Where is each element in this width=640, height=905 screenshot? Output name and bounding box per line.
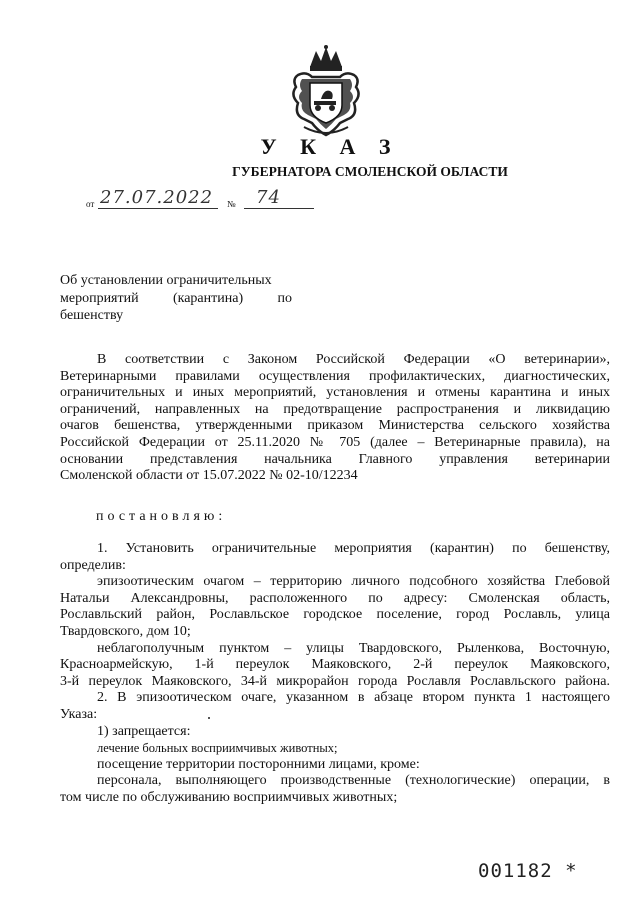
item-line: посещение территории посторонними лицами, кроме: bbox=[97, 756, 420, 772]
preamble-line: ограничительных и иных мероприятий, установления и отмены карантина и иных bbox=[60, 385, 610, 401]
decree-subject bbox=[60, 272, 292, 325]
item-line: Натальи Александровны, расположенного по адресу: Смоленская область, bbox=[60, 590, 610, 606]
preamble-line: В соответствии с Законом Российской Федерации «О ветеринарии», bbox=[97, 352, 610, 367]
subject-word: мероприятий bbox=[60, 290, 139, 306]
preamble-line: Ветеринарными правилами осуществления профилактических, диагностических, bbox=[60, 368, 610, 384]
date-from-label: от bbox=[86, 199, 95, 209]
decree-items bbox=[60, 541, 610, 807]
item-line: 2. В эпизоотическом очаге, указанном в абзаце втором пункта 1 настоящего bbox=[97, 690, 610, 706]
item-line: 1. Установить ограничительные мероприятия (карантин) по бешенству, bbox=[97, 541, 610, 556]
item-line: Рославльский район, Рославльское городское поселение, город Рославль, улица bbox=[60, 607, 610, 623]
item-line: лечение больных восприимчивых животных; bbox=[97, 741, 338, 756]
preamble-line: основании представления начальника Главного управления ветеринарии bbox=[60, 451, 610, 467]
preamble-line: Российской Федерации от 25.11.2020 № 705 (далее – Ветеринарные правила), на bbox=[60, 434, 610, 450]
subject-word: по bbox=[277, 290, 292, 306]
subject-line: Об установлении ограничительных bbox=[60, 273, 272, 288]
item-line: эпизоотическим очагом – территорию личного подсобного хозяйства Глебовой bbox=[97, 574, 610, 590]
preamble-paragraph bbox=[60, 352, 610, 485]
handwritten-date: 27.07.2022 bbox=[100, 187, 214, 208]
decree-word: постановляю: bbox=[96, 509, 227, 524]
item-line: неблагополучным пунктом – улицы Твардовского, Рыленкова, Восточную, bbox=[97, 640, 610, 656]
date-number-line bbox=[86, 189, 326, 211]
preamble-line: ограничений, направленных на предотвращение распространения и ликвидацию bbox=[60, 401, 610, 417]
item-line: персонала, выполняющего производственные (технологические) операции, в bbox=[97, 773, 610, 789]
subject-line bbox=[60, 290, 292, 308]
number-underline bbox=[244, 208, 314, 209]
handwritten-number: 74 bbox=[256, 187, 281, 208]
item-line: том числе по обслуживанию восприимчивых животных; bbox=[60, 789, 398, 805]
date-underline bbox=[98, 208, 218, 209]
item-line: 1) запрещается: bbox=[97, 723, 191, 739]
preamble-line: Смоленской области от 15.07.2022 № 02-10/12234 bbox=[60, 468, 358, 484]
scan-speck bbox=[208, 717, 210, 719]
item-line: Указа: bbox=[60, 706, 98, 722]
item-line: Красноармейскую, 1-й переулок Маяковского, 2-й переулок Маяковского, bbox=[60, 657, 610, 673]
form-serial-number: 001182 * bbox=[478, 860, 578, 882]
item-line: Твардовского, дом 10; bbox=[60, 623, 191, 639]
preamble-line: очагов бешенства, утвержденными приказом Министерства сельского хозяйства bbox=[60, 418, 610, 434]
smolensk-coat-of-arms-icon bbox=[288, 45, 364, 141]
number-label: № bbox=[227, 199, 236, 209]
document-title: У К А З bbox=[260, 134, 400, 159]
issuer-title: ГУБЕРНАТОРА СМОЛЕНСКОЙ ОБЛАСТИ bbox=[232, 164, 508, 179]
item-line: определив: bbox=[60, 557, 126, 573]
item-line: 3-й переулок Маяковского, 34-й микрорайон города Рославля Рославльского района. bbox=[60, 673, 610, 689]
subject-word: (карантина) bbox=[172, 290, 244, 306]
subject-line: бешенству bbox=[60, 308, 124, 323]
